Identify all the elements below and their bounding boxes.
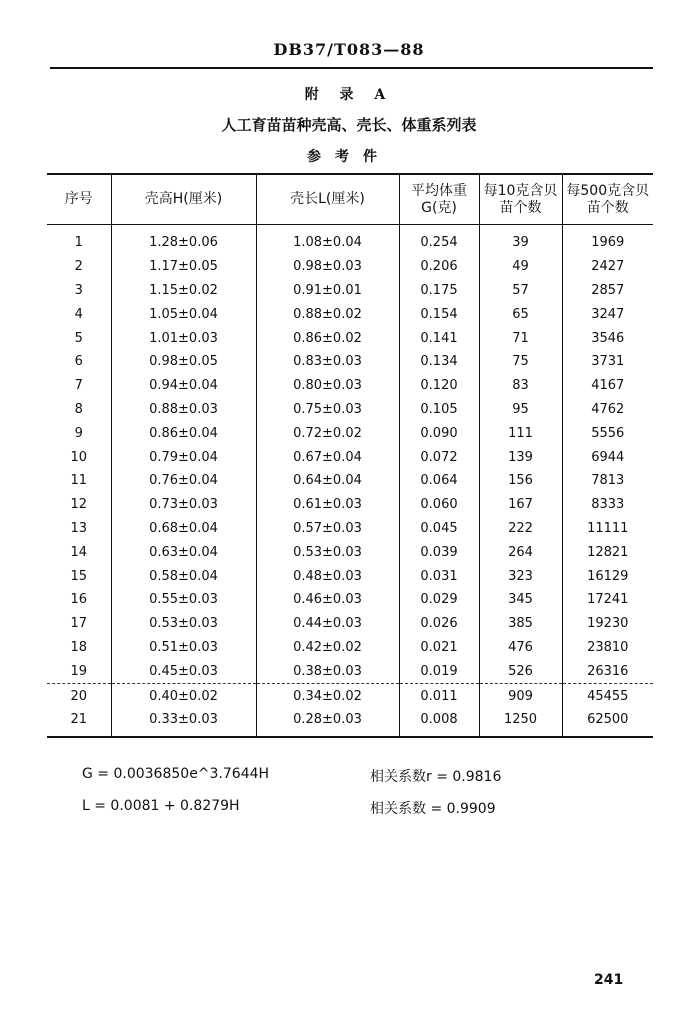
cell-count-per-10g: 476 [479, 636, 562, 660]
cell-shell-length: 0.80±0.03 [256, 374, 399, 398]
cell-shell-height: 0.76±0.04 [111, 469, 256, 493]
cell-avg-weight: 0.134 [399, 350, 479, 374]
cell-avg-weight: 0.141 [399, 326, 479, 350]
cell-count-per-10g: 83 [479, 374, 562, 398]
cell-index: 1 [74, 235, 83, 251]
col-header-count-per-10g: 每10克含贝苗个数 [479, 174, 562, 225]
cell-count-per-10g: 264 [479, 540, 562, 564]
cell-count-per-10g: 71 [479, 326, 562, 350]
cell-avg-weight: 0.008 [399, 708, 479, 737]
cell-count-per-10g: 167 [479, 493, 562, 517]
cell-avg-weight: 0.206 [399, 255, 479, 279]
table-row [47, 684, 653, 708]
cell-count-per-500g: 23810 [562, 636, 653, 660]
cell-count-per-10g: 526 [479, 659, 562, 683]
cell-shell-height: 1.01±0.03 [111, 326, 256, 350]
table-row [47, 612, 653, 636]
cell-shell-height: 0.68±0.04 [111, 517, 256, 541]
cell-shell-height: 1.15±0.02 [111, 279, 256, 303]
cell-index: 3 [74, 282, 83, 298]
table-row [47, 588, 653, 612]
cell-index: 20 [70, 688, 88, 704]
cell-shell-height: 0.63±0.04 [111, 540, 256, 564]
cell-shell-height: 0.73±0.03 [111, 493, 256, 517]
cell-index: 10 [70, 449, 88, 465]
cell-shell-length: 0.28±0.03 [256, 708, 399, 737]
cell-avg-weight: 0.021 [399, 636, 479, 660]
cell-index: 21 [47, 708, 111, 737]
cell-count-per-10g: 139 [479, 445, 562, 469]
cell-count-per-10g: 49 [479, 255, 562, 279]
cell-count-per-500g: 3546 [562, 326, 653, 350]
table-row [47, 564, 653, 588]
cell-shell-length: 0.42±0.02 [256, 636, 399, 660]
table-row [47, 659, 653, 683]
cell-shell-length: 0.75±0.03 [256, 398, 399, 422]
table-row [47, 445, 653, 469]
cell-avg-weight: 0.175 [399, 279, 479, 303]
cell-count-per-10g: 57 [479, 279, 562, 303]
cell-count-per-10g: 323 [479, 564, 562, 588]
cell-shell-height: 0.88±0.03 [111, 398, 256, 422]
table-header-row [47, 174, 653, 225]
table-row [47, 326, 653, 350]
appendix-label: 附 录 A [304, 87, 394, 103]
col-header-index: 序号 [47, 174, 111, 225]
cell-shell-length: 0.53±0.03 [256, 540, 399, 564]
cell-count-per-500g: 5556 [562, 421, 653, 445]
table-row [47, 636, 653, 660]
cell-count-per-500g: 8333 [562, 493, 653, 517]
table-row [47, 225, 653, 255]
cell-avg-weight: 0.060 [399, 493, 479, 517]
cell-count-per-500g: 16129 [562, 564, 653, 588]
cell-avg-weight: 0.019 [399, 659, 479, 683]
cell-shell-height: 0.45±0.03 [111, 659, 256, 683]
cell-count-per-500g: 4762 [562, 398, 653, 422]
cell-shell-length: 0.88±0.02 [256, 302, 399, 326]
col-header-shell-height: 壳高H(厘米) [111, 174, 256, 225]
cell-count-per-500g: 62500 [562, 708, 653, 737]
cell-count-per-10g: 95 [479, 398, 562, 422]
cell-avg-weight: 0.154 [399, 302, 479, 326]
cell-count-per-500g: 7813 [562, 469, 653, 493]
cell-count-per-10g: 385 [479, 612, 562, 636]
cell-avg-weight: 0.039 [399, 540, 479, 564]
cell-shell-length: 1.08±0.04 [256, 225, 399, 255]
cell-shell-height: 1.17±0.05 [111, 255, 256, 279]
cell-index: 19 [47, 659, 111, 683]
table-row [47, 279, 653, 303]
length-formula: L = 0.0081 + 0.8279H [82, 798, 240, 814]
cell-shell-length: 0.67±0.04 [256, 445, 399, 469]
cell-count-per-10g: 909 [479, 684, 562, 708]
cell-index: 8 [74, 401, 83, 417]
cell-shell-height: 0.53±0.03 [111, 612, 256, 636]
cell-index: 4 [74, 306, 83, 322]
col-header-count-per-500g: 每500克含贝苗个数 [562, 174, 653, 225]
specification-table [47, 173, 653, 738]
cell-shell-length: 0.91±0.01 [256, 279, 399, 303]
col-header-shell-length: 壳长L(厘米) [256, 174, 399, 225]
cell-shell-height: 0.86±0.04 [111, 421, 256, 445]
col-header-avg-weight: 平均体重G(克) [399, 174, 479, 225]
cell-count-per-500g: 6944 [562, 445, 653, 469]
cell-count-per-500g: 19230 [562, 612, 653, 636]
cell-avg-weight: 0.090 [399, 421, 479, 445]
cell-index: 6 [74, 354, 83, 370]
cell-index: 18 [70, 639, 88, 655]
cell-shell-length: 0.46±0.03 [256, 588, 399, 612]
table-row [47, 469, 653, 493]
table-row [47, 540, 653, 564]
cell-count-per-10g: 111 [479, 421, 562, 445]
cell-shell-length: 0.64±0.04 [256, 469, 399, 493]
cell-count-per-500g: 2427 [562, 255, 653, 279]
page-number: 241 [594, 972, 624, 988]
cell-shell-length: 0.86±0.02 [256, 326, 399, 350]
table-row [47, 302, 653, 326]
table-title: 人工育苗苗种壳高、壳长、体重系列表 [221, 116, 477, 134]
cell-index: 17 [70, 616, 88, 632]
cell-shell-length: 0.72±0.02 [256, 421, 399, 445]
cell-avg-weight: 0.254 [399, 225, 479, 255]
cell-count-per-10g: 75 [479, 350, 562, 374]
cell-count-per-500g: 4167 [562, 374, 653, 398]
cell-shell-length: 0.83±0.03 [256, 350, 399, 374]
cell-count-per-10g: 345 [479, 588, 562, 612]
weight-correlation: 相关系数r = 0.9816 [370, 769, 502, 785]
cell-avg-weight: 0.072 [399, 445, 479, 469]
cell-shell-length: 0.57±0.03 [256, 517, 399, 541]
cell-count-per-500g: 11111 [562, 517, 653, 541]
length-correlation: 相关系数 = 0.9909 [370, 801, 496, 817]
header-rule [50, 67, 653, 69]
cell-avg-weight: 0.045 [399, 517, 479, 541]
cell-shell-height: 0.58±0.04 [111, 564, 256, 588]
cell-count-per-500g: 12821 [562, 540, 653, 564]
cell-index: 5 [74, 330, 83, 346]
cell-shell-height: 0.94±0.04 [111, 374, 256, 398]
cell-count-per-500g: 17241 [562, 588, 653, 612]
document-code: DB37/T083—88 [273, 40, 425, 59]
table-row [47, 708, 653, 737]
cell-count-per-10g: 1250 [479, 708, 562, 737]
cell-avg-weight: 0.105 [399, 398, 479, 422]
cell-index: 14 [70, 544, 88, 560]
cell-shell-height: 0.55±0.03 [111, 588, 256, 612]
table-row [47, 421, 653, 445]
table-row [47, 517, 653, 541]
cell-avg-weight: 0.029 [399, 588, 479, 612]
cell-shell-height: 0.51±0.03 [111, 636, 256, 660]
cell-index: 7 [74, 378, 83, 394]
cell-shell-height: 1.05±0.04 [111, 302, 256, 326]
cell-shell-length: 0.34±0.02 [256, 684, 399, 708]
cell-count-per-500g: 2857 [562, 279, 653, 303]
cell-avg-weight: 0.120 [399, 374, 479, 398]
cell-index: 12 [70, 497, 88, 513]
cell-avg-weight: 0.011 [399, 684, 479, 708]
cell-count-per-10g: 156 [479, 469, 562, 493]
cell-shell-length: 0.61±0.03 [256, 493, 399, 517]
cell-avg-weight: 0.064 [399, 469, 479, 493]
cell-shell-length: 0.38±0.03 [256, 659, 399, 683]
cell-shell-height: 0.40±0.02 [111, 684, 256, 708]
table-row [47, 255, 653, 279]
cell-count-per-10g: 222 [479, 517, 562, 541]
table-row [47, 374, 653, 398]
cell-index: 16 [70, 592, 88, 608]
cell-shell-height: 1.28±0.06 [111, 225, 256, 255]
cell-shell-length: 0.48±0.03 [256, 564, 399, 588]
cell-count-per-500g: 26316 [562, 659, 653, 683]
cell-count-per-10g: 39 [479, 225, 562, 255]
cell-shell-length: 0.98±0.03 [256, 255, 399, 279]
cell-count-per-500g: 3731 [562, 350, 653, 374]
table-row [47, 350, 653, 374]
cell-avg-weight: 0.031 [399, 564, 479, 588]
cell-count-per-500g: 1969 [562, 225, 653, 255]
cell-avg-weight: 0.026 [399, 612, 479, 636]
cell-index: 9 [74, 425, 83, 441]
cell-index: 13 [70, 520, 88, 536]
cell-shell-height: 0.98±0.05 [111, 350, 256, 374]
cell-shell-height: 0.33±0.03 [111, 708, 256, 737]
reference-label: 参考件 [307, 149, 391, 165]
cell-index: 2 [74, 259, 83, 275]
cell-shell-height: 0.79±0.04 [111, 445, 256, 469]
table-row [47, 493, 653, 517]
cell-shell-length: 0.44±0.03 [256, 612, 399, 636]
cell-index: 11 [70, 473, 88, 489]
cell-count-per-500g: 45455 [562, 684, 653, 708]
weight-formula: G = 0.0036850e^3.7644H [82, 766, 270, 782]
cell-count-per-10g: 65 [479, 302, 562, 326]
cell-index: 15 [70, 568, 88, 584]
cell-count-per-500g: 3247 [562, 302, 653, 326]
table-row [47, 398, 653, 422]
